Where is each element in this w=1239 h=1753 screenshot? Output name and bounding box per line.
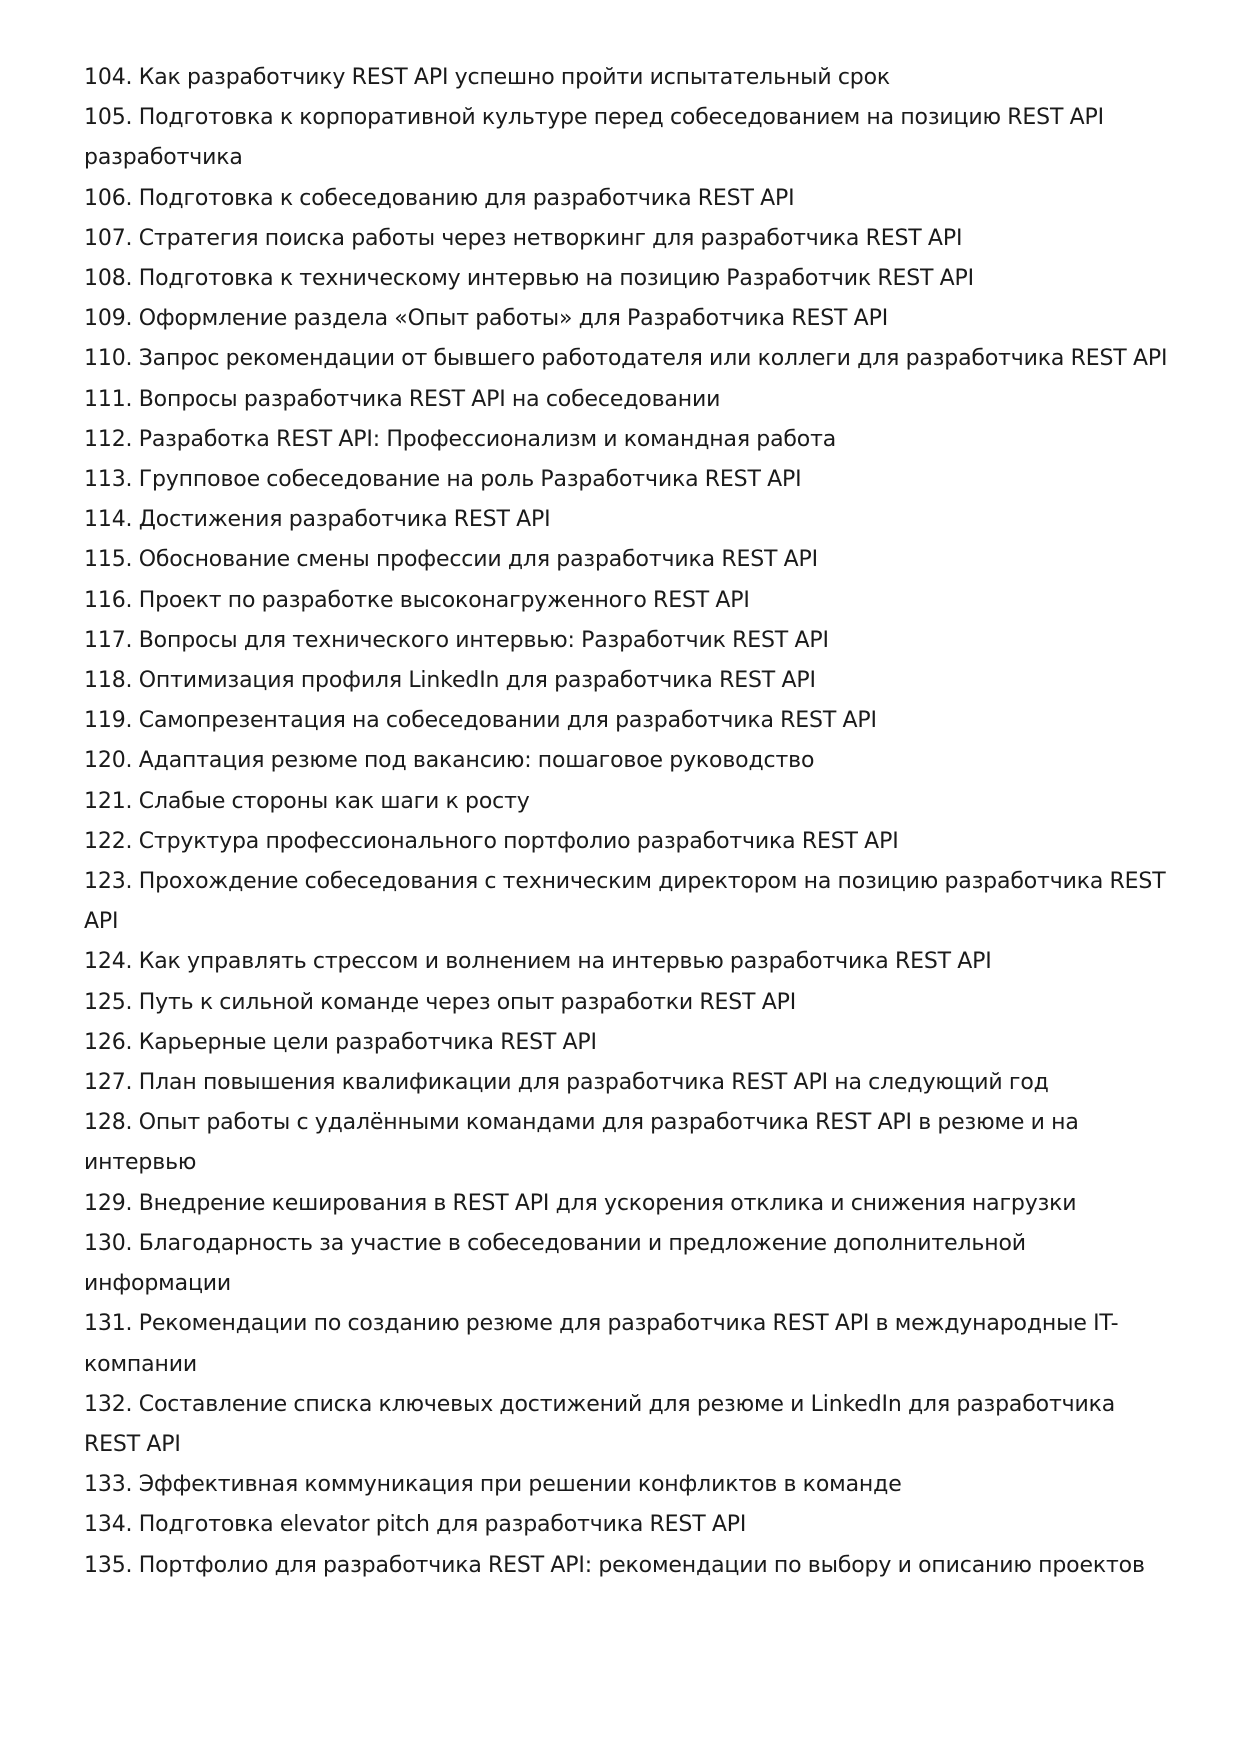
list-item: 121. Слабые стороны как шаги к росту xyxy=(84,788,530,814)
list-item: 134. Подготовка elevator pitch для разработчика REST API xyxy=(84,1512,747,1538)
list-item: 128. Опыт работы с удалёнными командами для разработчика REST API в резюме и на интервью xyxy=(84,1110,1079,1176)
list-item: 108. Подготовка к техническому интервью на позицию Разработчик REST API xyxy=(84,266,975,292)
list-item: 132. Составление списка ключевых достижений для резюме и LinkedIn для разработчика REST API xyxy=(84,1391,1116,1457)
list-item: 124. Как управлять стрессом и волнением на интервью разработчика REST API xyxy=(84,949,992,975)
list-item: 127. План повышения квалификации для разработчика REST API на следующий год xyxy=(84,1070,1049,1096)
list-item: 125. Путь к сильной команде через опыт разработки REST API xyxy=(84,989,797,1015)
list-item: 106. Подготовка к собеседованию для разработчика REST API xyxy=(84,185,795,211)
list-item: 131. Рекомендации по созданию резюме для разработчика REST API в международные IT-компании xyxy=(84,1311,1119,1377)
list-item: 133. Эффективная коммуникация при решении конфликтов в команде xyxy=(84,1472,902,1498)
list-item: 122. Структура профессионального портфолио разработчика REST API xyxy=(84,828,899,854)
list-item: 109. Оформление раздела «Опыт работы» для Разработчика REST API xyxy=(84,306,889,332)
list-item: 116. Проект по разработке высоконагруженного REST API xyxy=(84,587,750,613)
list-item: 117. Вопросы для технического интервью: Разработчик REST API xyxy=(84,627,829,653)
list-item: 107. Стратегия поиска работы через нетворкинг для разработчика REST API xyxy=(84,225,963,251)
document-page xyxy=(84,58,1174,1586)
list-item: 111. Вопросы разработчика REST API на собеседовании xyxy=(84,386,721,412)
list-item: 129. Внедрение кеширования в REST API для ускорения отклика и снижения нагрузки xyxy=(84,1190,1077,1216)
list-item: 113. Групповое собеседование на роль Разработчика REST API xyxy=(84,467,802,493)
list-item: 130. Благодарность за участие в собеседовании и предложение дополнительной информации xyxy=(84,1230,1026,1297)
list-item: 135. Портфолио для разработчика REST API: рекомендации по выбору и описанию проектов xyxy=(84,1552,1145,1578)
list-item: 104. Как разработчику REST API успешно пройти испытательный срок xyxy=(84,65,891,90)
list-item: 123. Прохождение собеседования с техническим директором на позицию разработчика REST API xyxy=(84,869,1166,935)
topic-list xyxy=(84,58,1174,1586)
list-item: 118. Оптимизация профиля LinkedIn для разработчика REST API xyxy=(84,668,816,694)
list-item: 115. Обоснование смены профессии для разработчика REST API xyxy=(84,547,819,573)
list-item: 112. Разработка REST API: Профессионализм и командная работа xyxy=(84,426,837,452)
list-item: 110. Запрос рекомендации от бывшего работодателя или коллеги для разработчика REST API xyxy=(84,346,1168,372)
list-item: 120. Адаптация резюме под вакансию: пошаговое руководство xyxy=(84,748,815,774)
list-item: 114. Достижения разработчика REST API xyxy=(84,507,551,533)
list-item: 119. Самопрезентация на собеседовании для разработчика REST API xyxy=(84,708,877,734)
list-item: 105. Подготовка к корпоративной культуре перед собеседованием на позицию REST API разработчика xyxy=(84,105,1104,171)
list-item: 126. Карьерные цели разработчика REST API xyxy=(84,1029,597,1055)
